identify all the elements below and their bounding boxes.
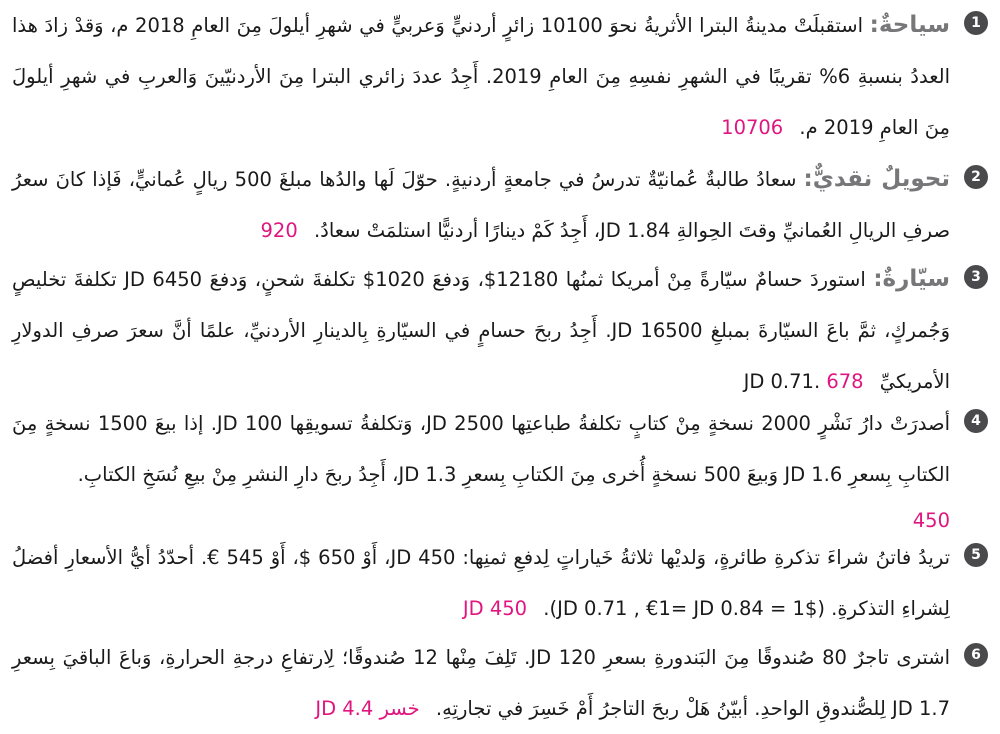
problem-body [12, 532, 950, 634]
problem-6 [12, 632, 986, 734]
answer-text: خسر JD 4.4 [315, 697, 420, 720]
answer-text: 678 [826, 370, 864, 393]
problem-number-badge: 3 [964, 265, 988, 289]
problem-number-badge: 4 [964, 409, 988, 433]
problem-number-badge: 2 [964, 165, 988, 189]
problem-text: استقبلَتْ مدينةُ البترا الأثريةُ نحوَ 10100 زائرٍ أردنيٍّ وَعربيٍّ في شهرِ أيلولَ مِنَ العامِ 2018 م، وَقدْ زادَ هذا العددُ بنسبةِ 6% تقريبًا في الشهرِ نفسِهِ مِنَ العامِ 2019. أَجِدُ عددَ زائري البترا مِنَ الأردنيّينَ وَالعربِ في شهرِ أيلولَ مِنَ العامِ 2019 م. [12, 14, 950, 139]
problem-number-badge: 6 [964, 643, 988, 667]
problem-1 [12, 0, 986, 153]
problem-body [12, 0, 950, 153]
problem-number-badge: 1 [964, 11, 988, 35]
problem-body [12, 254, 950, 407]
answer-text: JD 450 [462, 597, 528, 620]
answer-text: 10706 [721, 116, 784, 139]
problem-body [12, 632, 950, 734]
problem-body [12, 398, 950, 542]
problem-body [12, 154, 950, 256]
problem-5 [12, 532, 986, 634]
answer-text: 450 [912, 509, 950, 532]
answer-text: 920 [260, 219, 298, 242]
problem-number-badge: 5 [964, 543, 988, 567]
problem-text: اشترى تاجرٌ 80 صُندوقًا مِنَ البَندورةِ بسعرِ JD 120. تَلِفَ مِنْها 12 صُندوقًا؛ لِارتفاعِ درجةِ الحرارةِ، وَباعَ الباقيَ بِسعرِ JD 1.7 لِلصُّندوقِ الواحدِ. أبيّنُ هَلْ ربحَ التاجرُ أَمْ خَسِرَ في تجارتِهِ. [12, 646, 951, 720]
problem-text: سعادُ طالبةٌ عُمانيّةٌ تدرسُ في جامعةٍ أردنيةٍ. حوّلَ لَها والدُها مبلغَ 500 ريالٍ عُمانيٍّ، فَإذا كانَ سعرُ صرفِ الريالِ العُمانيِّ وقتَ الحِوالةِ JD 1.84، أَجِدُ كَمْ دينارًا أردنيًّا استلمَتْ سعادُ. [12, 168, 950, 242]
problem-keyword: سيّارةٌ: [873, 266, 950, 292]
problem-text: أصدرَتْ دارُ نَشْرٍ 2000 نسخةٍ مِنْ كتابٍ تكلفةُ طباعتِها JD 2500، وَتكلفةُ تسويقِها JD 100. إذا بيعَ 1500 نسخةٍ مِنَ الكتابِ بِسعرِ JD 1.6 وَبيعَ 500 نسخةٍ أُخرى مِنَ الكتابِ بِسعرِ JD 1.3، أَجِدُ ربحَ دارِ النشرِ مِنْ بيعِ نُسَخِ الكتابِ. [12, 412, 950, 486]
problem-4 [12, 398, 986, 542]
problem-3 [12, 254, 986, 407]
problem-keyword: تحويلٌ نقديٌّ: [803, 166, 950, 192]
problem-keyword: سياحةٌ: [869, 12, 951, 38]
problem-text: تريدُ فاتنُ شراءَ تذكرةِ طائرةٍ، وَلديْها ثلاثةُ خَياراتٍ لِدفعِ ثمنِها: JD 450، أَوْ 650 $، أَوْ 545 €. أحدّدُ أيُّ الأسعارِ أفضلُ لِشراءِ التذكرةِ. ($1 = JD 0.71 , €1= JD 0.84). [12, 546, 951, 620]
problem-2 [12, 154, 986, 256]
problem-text: استوردَ حسامٌ سيّارةً مِنْ أمريكا ثمنُها 12180$، وَدفعَ 1020$ تكلفةَ شحنٍ، وَدفعَ JD 6450 تكلفةَ تخليصٍ وَجُمركٍ، ثمَّ باعَ السيّارةَ بمبلغِ JD 16500. أَجِدُ ربحَ حسامٍ في السيّارةِ بِالدينارِ الأردنيِّ، علمًا أنَّ سعرَ صرفِ الدولارِ الأمريكيِّ JD 0.71. [12, 268, 951, 393]
